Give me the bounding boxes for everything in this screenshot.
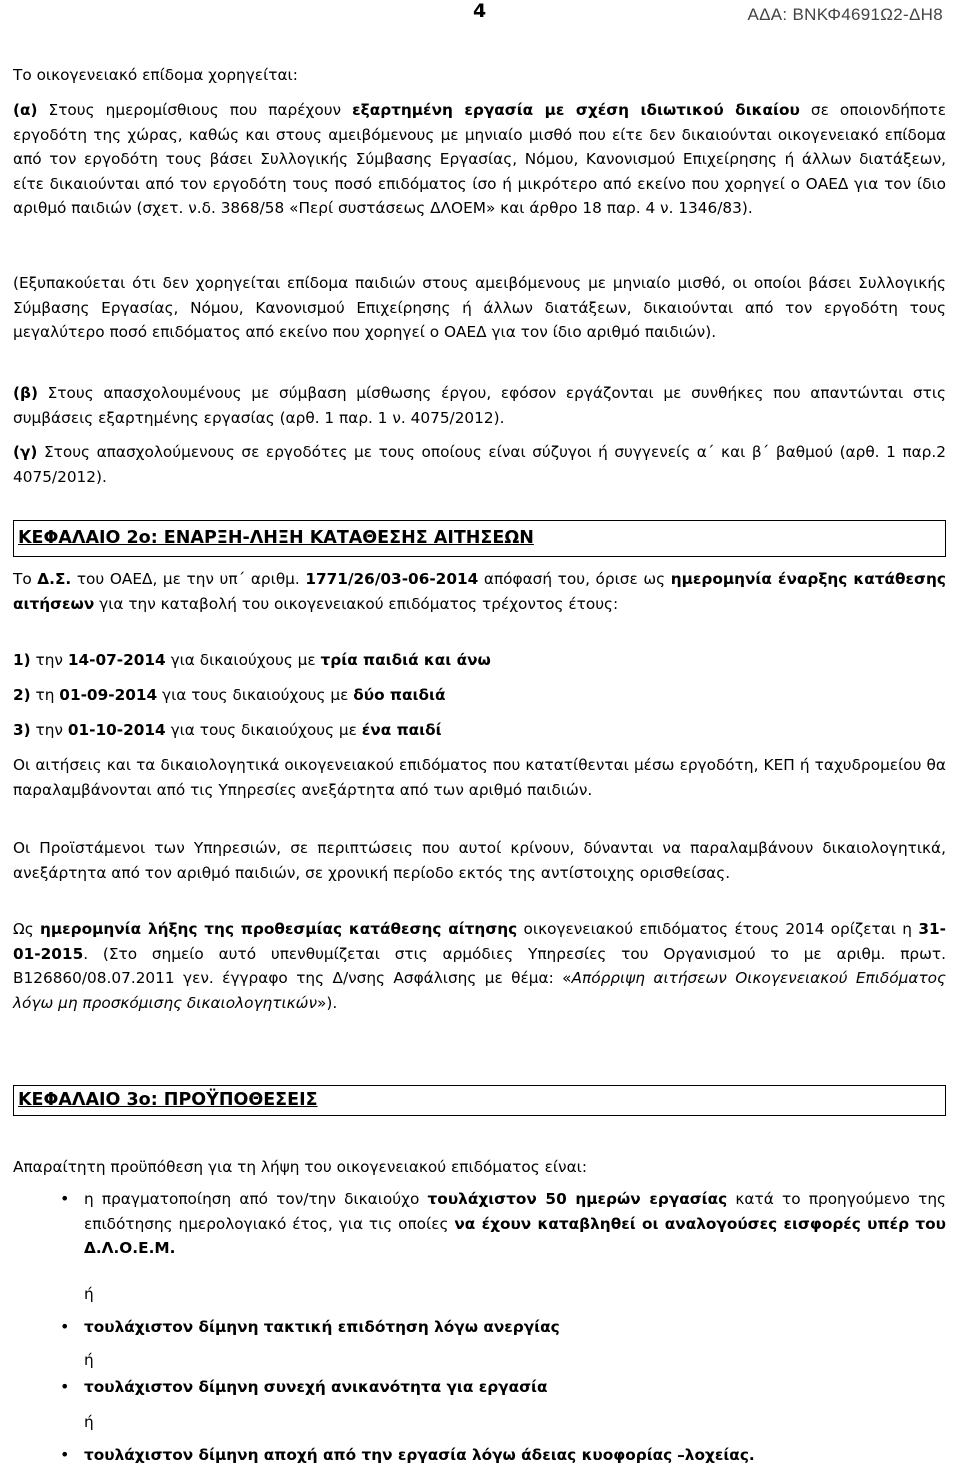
item-c-text: Στους απασχολούμενους σε εργοδότες με τους οποίους είναι σύζυγοι ή συγγενείς α΄ και β΄ βαθμού (αρθ. 1 παρ.2 4075/2012). bbox=[13, 443, 946, 486]
text-run-bold: τουλάχιστον δίμηνη τακτική επιδότηση λόγω ανεργίας bbox=[84, 1318, 560, 1336]
text-run: η πραγματοποίηση από τον/την δικαιούχο bbox=[84, 1190, 420, 1208]
end-date-value: 31-01-2015 bbox=[13, 920, 946, 963]
text-run: την bbox=[35, 721, 63, 739]
text-run: για τους δικαιούχους με bbox=[162, 686, 349, 704]
date-item-3 bbox=[13, 718, 946, 743]
intro-line: Το οικογενειακό επίδομα χορηγείται: bbox=[13, 66, 298, 84]
item-b-marker: (β) bbox=[13, 384, 38, 402]
condition-1 bbox=[84, 1187, 946, 1261]
children-count: δύο παιδιά bbox=[353, 686, 446, 704]
item-b-text: Στους απασχολουμένους με σύμβαση μίσθωσης έργου, εφόσον εργάζονται με συνθήκες που απαντώνται στις συμβάσεις εξαρτημένης εργασίας (αρθ. 1 παρ. 1 ν. 4075/2012). bbox=[13, 384, 946, 427]
text-run: του ΟΑΕΔ, με την υπ΄ αριθμ. bbox=[76, 570, 300, 588]
item-c-marker: (γ) bbox=[13, 443, 38, 461]
bullet-icon: • bbox=[60, 1377, 70, 1396]
date-value: 01-09-2014 bbox=[59, 686, 158, 704]
item-c-paragraph bbox=[13, 440, 946, 489]
text-run: τη bbox=[35, 686, 55, 704]
text-run-bold: να έχουν καταβληθεί οι αναλογούσες εισφορές υπέρ του Δ.Λ.Ο.Ε.Μ. bbox=[84, 1214, 946, 1257]
chapter-3-heading: ΚΕΦΑΛΑΙΟ 3ο: ΠΡΟΫΠΟΘΕΣΕΙΣ bbox=[13, 1085, 946, 1116]
chapter-2-paragraph-1 bbox=[13, 567, 946, 616]
or-separator: ή bbox=[84, 1285, 94, 1303]
item-a-text-1: Στους ημερομίσθιους που παρέχουν bbox=[48, 101, 342, 119]
page-number: 4 bbox=[473, 0, 487, 22]
item-a-marker: (α) bbox=[13, 101, 38, 119]
chapter-2-heading: ΚΕΦΑΛΑΙΟ 2ο: ΕΝΑΡΞΗ-ΛΗΞΗ ΚΑΤΑΘΕΣΗΣ ΑΙΤΗΣΕΩΝ bbox=[13, 520, 946, 557]
text-run: Ως bbox=[13, 920, 34, 938]
date-value: 01-10-2014 bbox=[67, 721, 166, 739]
condition-3 bbox=[84, 1375, 946, 1400]
date-item-number: 3) bbox=[13, 721, 31, 739]
decision-number: 1771/26/03-06-2014 bbox=[305, 570, 479, 588]
text-run: την bbox=[35, 651, 63, 669]
text-run: Το bbox=[13, 570, 32, 588]
date-item-number: 2) bbox=[13, 686, 31, 704]
text-run-bold: –λοχείας bbox=[677, 1446, 749, 1464]
text-run: οικογενειακού επιδόματος έτους 2014 ορίζεται η bbox=[523, 920, 913, 938]
text-run-bold: Δ.Σ. bbox=[37, 570, 72, 588]
chapter-2-paragraph-3: Οι Προϊστάμενοι των Υπηρεσιών, σε περιπτώσεις που αυτοί κρίνουν, δύνανται να παραλαμβάνουν δικαιολογητικά, ανεξάρτητα από τον αριθμό παιδιών, σε χρονική περίοδο εκτός της αντίστοιχης ορισθείσας. bbox=[13, 839, 946, 882]
text-run: για δικαιούχους με bbox=[170, 651, 316, 669]
text-run-bold: τουλάχιστον δίμηνη συνεχή ανικανότητα για εργασία bbox=[84, 1378, 548, 1396]
item-a-emphasis: εξαρτημένη εργασία με σχέση ιδιωτικού δικαίου bbox=[352, 101, 800, 119]
text-run: απόφασή του, όρισε ως bbox=[483, 570, 666, 588]
start-date-label: ημερομηνία έναρξης κατάθεσης αιτήσεων bbox=[13, 570, 946, 613]
text-run: για τους δικαιούχους με bbox=[170, 721, 357, 739]
text-run-bold: τουλάχιστον δίμηνη αποχή από την εργασία λόγω άδειας κυοφορίας bbox=[84, 1446, 673, 1464]
ada-code: ΑΔΑ: ΒΝΚΦ4691Ω2-ΔΗ8 bbox=[747, 5, 943, 24]
document-subject: Απόρριψη αιτήσεων Οικογενειακού Επιδόματος λόγω μη προσκόμισης δικαιολογητικών bbox=[13, 969, 947, 1012]
date-item-1 bbox=[13, 648, 946, 673]
date-item-number: 1) bbox=[13, 651, 31, 669]
bullet-icon: • bbox=[60, 1189, 70, 1208]
item-a-text-2: σε οποιονδήποτε εργοδότη της χώρας, καθώς και στους αμειβόμενους με μηνιαίο μισθό που είτε δεν δικαιούνται οικογενειακό επίδομα από τον εργοδότη τους βάσει Συλλογικής Σύμβασης Εργασίας, Νόμου, Κανονισμού Επιχείρησης ή άλλων διατάξεων, είτε δικαιούνται από τον εργοδότη τους ποσό επιδόματος ίσο ή μικρότερο από εκείνο που χορηγεί ο ΟΑΕΔ για τον ίδιο αριθμό παιδιών (σχετ. ν.δ. 3868/58 «Περί συστάσεως ΔΛΟΕΜ» και άρθρο 18 παρ. 4 ν. 1346/83). bbox=[13, 101, 946, 217]
chapter-3-intro: Απαραίτητη προϋπόθεση για τη λήψη του οικογενειακού επιδόματος είναι: bbox=[13, 1158, 587, 1176]
date-item-2 bbox=[13, 683, 946, 708]
children-count: ένα παιδί bbox=[361, 721, 442, 739]
or-separator: ή bbox=[84, 1351, 94, 1369]
chapter-2-paragraph-4 bbox=[13, 917, 946, 1015]
children-count: τρία παιδιά και άνω bbox=[320, 651, 491, 669]
item-a-paragraph bbox=[13, 98, 946, 221]
text-run: »). bbox=[317, 993, 338, 1012]
chapter-2-paragraph-2: Οι αιτήσεις και τα δικαιολογητικά οικογενειακού επιδόματος που κατατίθενται μέσω εργοδότη, ΚΕΠ ή ταχυδρομείου θα παραλαμβάνονται από τις Υπηρεσίες ανεξάρτητα από των αριθμό παιδιών. bbox=[13, 756, 946, 799]
item-b-paragraph bbox=[13, 381, 946, 430]
text-run: για την καταβολή του οικογενειακού επιδόματος τρέχοντος έτους: bbox=[99, 594, 619, 613]
or-separator: ή bbox=[84, 1413, 94, 1431]
bullet-icon: • bbox=[60, 1317, 70, 1336]
end-date-label: ημερομηνία λήξης της προθεσμίας κατάθεσης αίτησης bbox=[40, 920, 518, 938]
text-run: κατά το προηγούμενο της επιδότησης ημερολογιακό έτος, για τις οποίες bbox=[84, 1190, 946, 1233]
text-run-bold: . bbox=[748, 1446, 755, 1464]
bullet-icon: • bbox=[60, 1445, 70, 1464]
date-value: 14-07-2014 bbox=[67, 651, 166, 669]
text-run: . (Στο σημείο αυτό υπενθυμίζεται στις αρμόδιες Υπηρεσίες του Οργανισμού το με αριθμ. πρωτ. Β126860/08.07.2011 γεν. έγγραφο της Δ/νσης Ασφάλισης με θέμα: « bbox=[13, 944, 946, 987]
condition-2 bbox=[84, 1315, 946, 1340]
note-paragraph: (Εξυπακούεται ότι δεν χορηγείται επίδομα παιδιών στους αμειβόμενους με μηνιαίο μισθό, οι οποίοι βάσει Συλλογικής Σύμβασης Εργασίας, Νόμου, Κανονισμού Επιχείρησης ή άλλων διατάξεων, δικαιούνται από τον εργοδότη τους μεγαλύτερο ποσό επιδόματος από εκείνο που χορηγεί ο ΟΑΕΔ για τον ίδιο αριθμό παιδιών). bbox=[13, 274, 946, 341]
condition-4 bbox=[84, 1443, 946, 1468]
text-run-bold: τουλάχιστον 50 ημερών εργασίας bbox=[427, 1190, 728, 1208]
